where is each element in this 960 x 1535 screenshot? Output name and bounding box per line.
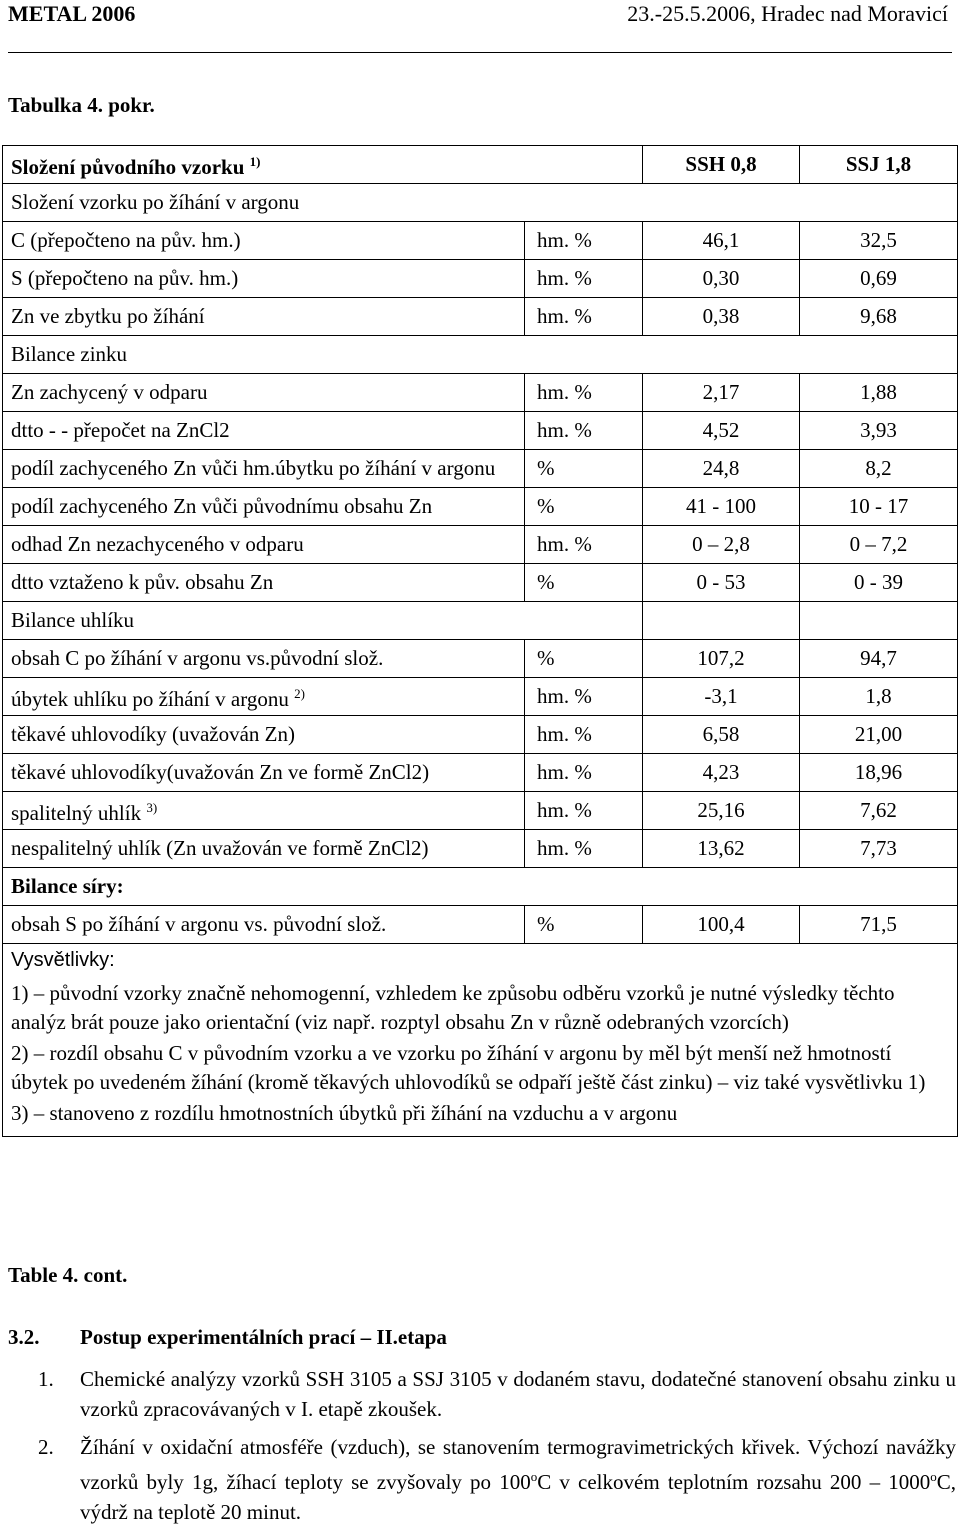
head-col-ssh: SSH 0,8 bbox=[643, 146, 800, 184]
conference-name: METAL 2006 bbox=[8, 1, 136, 26]
notes-body bbox=[3, 944, 958, 1137]
table-row bbox=[3, 374, 958, 412]
row-label bbox=[3, 412, 525, 450]
row-value-ssh: 46,1 bbox=[643, 222, 800, 260]
row-label-text: C (přepočteno na pův. hm.) bbox=[11, 228, 241, 252]
header-rule bbox=[8, 52, 952, 53]
row-label-text: podíl zachyceného Zn vůči hm.úbytku po žíhání v argonu bbox=[11, 456, 496, 480]
note-3: 3) – stanoveno z rozdílu hmotnostních úbytků při žíhání na vzduchu a v argonu bbox=[11, 1101, 678, 1125]
table-row bbox=[3, 298, 958, 336]
table-row bbox=[3, 336, 958, 374]
row-label bbox=[3, 450, 525, 488]
row-label bbox=[3, 374, 525, 412]
row-value-ssh: 6,58 bbox=[643, 716, 800, 754]
row-value-ssj: 32,5 bbox=[800, 222, 958, 260]
section-title: Postup experimentálních prací – II.etapa bbox=[80, 1325, 447, 1349]
row-label-text: dtto - - přepočet na ZnCl2 bbox=[11, 418, 230, 442]
row-label-text: podíl zachyceného Zn vůči původnímu obsahu Zn bbox=[11, 494, 433, 518]
row-value-ssj: 7,73 bbox=[800, 830, 958, 868]
table-row bbox=[3, 678, 958, 716]
row-label bbox=[3, 488, 525, 526]
row-label bbox=[3, 298, 525, 336]
procedure-list bbox=[38, 1364, 956, 1535]
row-unit: hm. % bbox=[525, 716, 643, 754]
list-item bbox=[38, 1432, 956, 1527]
row-value-ssj: 8,2 bbox=[800, 450, 958, 488]
row-label bbox=[3, 260, 525, 298]
row-label-text: nespalitelný uhlík (Zn uvažován ve formě ZnCl2) bbox=[11, 836, 429, 860]
table-row bbox=[3, 830, 958, 868]
row-label-text: těkavé uhlovodíky (uvažován Zn) bbox=[11, 722, 295, 746]
table-row bbox=[3, 754, 958, 792]
row-value-ssj: 21,00 bbox=[800, 716, 958, 754]
row-value-ssj: 1,8 bbox=[800, 678, 958, 716]
row-value-ssj: 18,96 bbox=[800, 754, 958, 792]
row-unit: hm. % bbox=[525, 260, 643, 298]
row-label-text: S (přepočteno na pův. hm.) bbox=[11, 266, 239, 290]
row-label-text: spalitelný uhlík bbox=[11, 801, 142, 825]
row-value-ssh: 25,16 bbox=[643, 792, 800, 830]
row-unit: % bbox=[525, 906, 643, 944]
row-value-ssj bbox=[800, 602, 958, 640]
row-value-ssh: 0,30 bbox=[643, 260, 800, 298]
row-label-text: obsah C po žíhání v argonu vs.původní slož. bbox=[11, 646, 384, 670]
row-value-ssj: 0 - 39 bbox=[800, 564, 958, 602]
row-label: Bilance uhlíku bbox=[3, 602, 643, 640]
page-header bbox=[8, 0, 952, 30]
row-value-ssh: 0 – 2,8 bbox=[643, 526, 800, 564]
row-label-text: úbytek uhlíku po žíhání v argonu bbox=[11, 687, 289, 711]
row-value-ssh: 4,23 bbox=[643, 754, 800, 792]
row-unit: % bbox=[525, 450, 643, 488]
row-value-ssj: 94,7 bbox=[800, 640, 958, 678]
table-row bbox=[3, 184, 958, 222]
row-value-ssh: 100,4 bbox=[643, 906, 800, 944]
notes-cell bbox=[3, 944, 958, 1137]
list-item-text-b: C v celkovém teplotním rozsahu 200 – 1000 bbox=[537, 1470, 931, 1494]
row-unit: % bbox=[525, 564, 643, 602]
row-label: Složení vzorku po žíhání v argonu bbox=[3, 184, 958, 222]
row-unit: % bbox=[525, 640, 643, 678]
row-label-note: 2) bbox=[294, 686, 305, 701]
row-label bbox=[3, 526, 525, 564]
table-row bbox=[3, 222, 958, 260]
row-label: Bilance zinku bbox=[3, 336, 958, 374]
row-value-ssj: 7,62 bbox=[800, 792, 958, 830]
row-value-ssj: 0,69 bbox=[800, 260, 958, 298]
table-row bbox=[3, 412, 958, 450]
row-unit: hm. % bbox=[525, 754, 643, 792]
row-unit: hm. % bbox=[525, 526, 643, 564]
table-row bbox=[3, 868, 958, 906]
table-caption-english: Table 4. cont. bbox=[8, 1263, 128, 1287]
row-label bbox=[3, 640, 525, 678]
conference-date-place: 23.-25.5.2006, Hradec nad Moravicí bbox=[627, 1, 948, 26]
row-label-note: 3) bbox=[146, 800, 158, 815]
row-value-ssh: 41 - 100 bbox=[643, 488, 800, 526]
row-label-text: těkavé uhlovodíky(uvažován Zn ve formě ZnCl2) bbox=[11, 760, 430, 784]
table-row bbox=[3, 526, 958, 564]
row-value-ssh bbox=[643, 602, 800, 640]
table-caption: Tabulka 4. pokr. bbox=[8, 93, 155, 117]
section-heading bbox=[8, 1325, 447, 1350]
row-label-text: dtto vztaženo k pův. obsahu Zn bbox=[11, 570, 274, 594]
row-label-text: Zn zachycený v odparu bbox=[11, 380, 208, 404]
row-value-ssh: 0,38 bbox=[643, 298, 800, 336]
row-unit: hm. % bbox=[525, 222, 643, 260]
table-row bbox=[3, 260, 958, 298]
section-number: 3.2. bbox=[8, 1325, 40, 1349]
list-item bbox=[38, 1364, 956, 1424]
row-value-ssh: 107,2 bbox=[643, 640, 800, 678]
row-value-ssj: 1,88 bbox=[800, 374, 958, 412]
row-label bbox=[3, 754, 525, 792]
table-row bbox=[3, 906, 958, 944]
row-unit: hm. % bbox=[525, 412, 643, 450]
row-value-ssh: 4,52 bbox=[643, 412, 800, 450]
degree-sup: o bbox=[930, 1469, 937, 1484]
row-label bbox=[3, 906, 525, 944]
row-label-text: Zn ve zbytku po žíhání bbox=[11, 304, 205, 328]
table-row bbox=[3, 640, 958, 678]
notes-row bbox=[3, 944, 958, 1137]
row-unit: hm. % bbox=[525, 374, 643, 412]
row-label bbox=[3, 792, 525, 830]
list-item-text-c: C, výdrž na teplotě 20 minut. bbox=[80, 1470, 956, 1524]
table-row bbox=[3, 716, 958, 754]
table-head-row bbox=[3, 146, 958, 184]
row-value-ssj: 9,68 bbox=[800, 298, 958, 336]
table-row bbox=[3, 488, 958, 526]
row-unit: hm. % bbox=[525, 830, 643, 868]
head-col-ssj: SSJ 1,8 bbox=[800, 146, 958, 184]
list-item-number: 2. bbox=[38, 1435, 54, 1459]
row-unit: % bbox=[525, 488, 643, 526]
row-value-ssh: -3,1 bbox=[643, 678, 800, 716]
row-label-text: obsah S po žíhání v argonu vs. původní slož. bbox=[11, 912, 387, 936]
row-value-ssj: 0 – 7,2 bbox=[800, 526, 958, 564]
row-value-ssj: 10 - 17 bbox=[800, 488, 958, 526]
row-label bbox=[3, 564, 525, 602]
results-table bbox=[2, 145, 958, 1137]
row-label bbox=[3, 678, 525, 716]
degree-sup: o bbox=[530, 1469, 538, 1484]
row-value-ssj: 3,93 bbox=[800, 412, 958, 450]
list-item-number: 1. bbox=[38, 1367, 54, 1391]
table-row bbox=[3, 564, 958, 602]
row-label-text: odhad Zn nezachyceného v odparu bbox=[11, 532, 304, 556]
row-label bbox=[3, 222, 525, 260]
table-row bbox=[3, 602, 958, 640]
row-unit: hm. % bbox=[525, 792, 643, 830]
row-value-ssh: 13,62 bbox=[643, 830, 800, 868]
head-label-cell bbox=[3, 146, 643, 184]
row-value-ssh: 24,8 bbox=[643, 450, 800, 488]
row-label bbox=[3, 716, 525, 754]
note-1: 1) – původní vzorky značně nehomogenní, vzhledem ke způsobu odběru vzorků je nutné výsledky těchto analýz brát pouze jako orientační (viz např. rozptyl obsahu Zn v různě odebraných vzorcích) bbox=[11, 981, 895, 1034]
row-label: Bilance síry: bbox=[3, 868, 958, 906]
notes-heading: Vysvětlivky: bbox=[11, 949, 115, 971]
row-value-ssj: 71,5 bbox=[800, 906, 958, 944]
row-value-ssh: 2,17 bbox=[643, 374, 800, 412]
results-table-body bbox=[3, 146, 958, 944]
list-item-text-a: Žíhání v oxidační atmosféře (vzduch), se stanovením termogravimetrických křivek. Výchozí navážky vzorků byly 1g, žíhací teploty se zvyšovaly po 100 bbox=[80, 1435, 956, 1494]
table-row bbox=[3, 450, 958, 488]
row-label bbox=[3, 830, 525, 868]
note-2: 2) – rozdíl obsahu C v původním vzorku a ve vzorku po žíhání v argonu by měl být menší než hmotností úbytek po uvedeném žíhání (kromě těkavých uhlovodíků se odpaří ještě část zinku) – viz také vysvětlivku 1) bbox=[11, 1041, 926, 1094]
row-unit: hm. % bbox=[525, 298, 643, 336]
head-label-note: 1) bbox=[249, 154, 261, 169]
list-item-text: Chemické analýzy vzorků SSH 3105 a SSJ 3105 v dodaném stavu, dodatečné stanovení obsahu zinku u vzorků zpracovávaných v I. etapě zkoušek. bbox=[80, 1367, 956, 1421]
table-row bbox=[3, 792, 958, 830]
row-value-ssh: 0 - 53 bbox=[643, 564, 800, 602]
head-label: Složení původního vzorku bbox=[11, 155, 245, 179]
row-unit: hm. % bbox=[525, 678, 643, 716]
